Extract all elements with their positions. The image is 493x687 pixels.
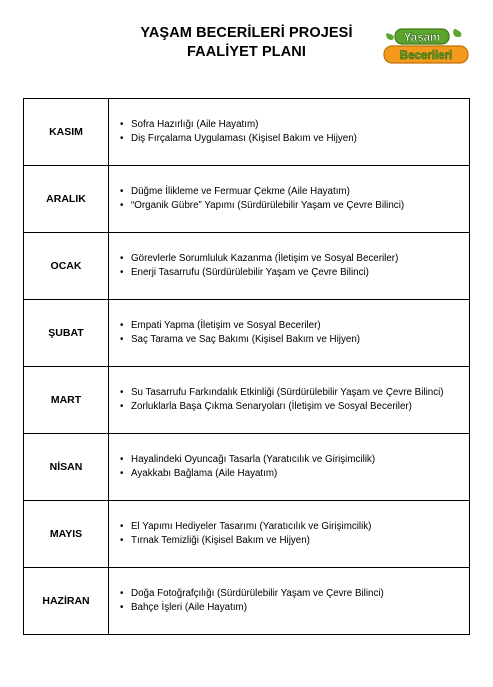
list-item xyxy=(119,520,469,535)
activity-list xyxy=(119,386,469,415)
project-logo xyxy=(383,26,469,66)
activity-text: Görevlerle Sorumluluk Kazanma (İletişim ve Sosyal Beceriler) xyxy=(131,252,399,264)
list-item xyxy=(119,400,469,415)
bullet-icon: • xyxy=(120,118,124,130)
bullet-icon: • xyxy=(120,185,124,197)
table-row xyxy=(24,300,470,367)
month-cell: MART xyxy=(24,367,109,434)
activity-text: El Yapımı Hediyeler Tasarımı (Yaratıcılık ve Girişimcilik) xyxy=(131,520,372,532)
activity-text: Tırnak Temizliği (Kişisel Bakım ve Hijyen) xyxy=(131,535,310,546)
activity-text: Diş Fırçalama Uygulaması (Kişisel Bakım ve Hijyen) xyxy=(131,133,357,144)
bullet-icon: • xyxy=(120,252,124,264)
list-item xyxy=(119,467,469,482)
activity-text: Bahçe İşleri (Aile Hayatım) xyxy=(131,602,247,613)
activities-cell xyxy=(109,233,470,300)
list-item xyxy=(119,252,469,267)
activity-list xyxy=(119,185,469,214)
activity-text: Doğa Fotoğrafçılığı (Sürdürülebilir Yaşam ve Çevre Bilinci) xyxy=(131,587,384,599)
month-cell: NİSAN xyxy=(24,434,109,501)
activity-text: Zorluklarla Başa Çıkma Senaryoları (İletişim ve Sosyal Beceriler) xyxy=(131,401,412,412)
activity-list xyxy=(119,453,469,482)
table-row xyxy=(24,233,470,300)
month-cell: ŞUBAT xyxy=(24,300,109,367)
month-cell: KASIM xyxy=(24,99,109,166)
activity-list xyxy=(119,520,469,549)
month-cell: OCAK xyxy=(24,233,109,300)
list-item xyxy=(119,118,469,133)
activity-list xyxy=(119,319,469,348)
list-item xyxy=(119,185,469,200)
list-item xyxy=(119,319,469,334)
month-cell: HAZİRAN xyxy=(24,568,109,635)
bullet-icon: • xyxy=(120,535,124,546)
activities-cell xyxy=(109,501,470,568)
month-cell: MAYIS xyxy=(24,501,109,568)
list-item xyxy=(119,132,469,147)
title-line-1: YAŞAM BECERİLERİ PROJESİ xyxy=(140,25,353,41)
bullet-icon: • xyxy=(120,602,124,613)
list-item xyxy=(119,534,469,549)
bullet-icon: • xyxy=(120,587,124,599)
title-line-2: FAALİYET PLANI xyxy=(186,44,306,60)
table-row xyxy=(24,166,470,233)
activity-text: Hayalindeki Oyuncağı Tasarla (Yaratıcılık ve Girişimcilik) xyxy=(131,453,376,465)
bullet-icon: • xyxy=(120,267,124,278)
table-row xyxy=(24,99,470,166)
activities-cell xyxy=(109,166,470,233)
table-row xyxy=(24,568,470,635)
activity-text: “Organik Gübre” Yapımı (Sürdürülebilir Yaşam ve Çevre Bilinci) xyxy=(131,200,405,211)
bullet-icon: • xyxy=(120,319,124,331)
bullet-icon: • xyxy=(120,386,124,398)
list-item xyxy=(119,601,469,616)
bullet-icon: • xyxy=(120,133,124,144)
logo-text-bottom: Becerileri xyxy=(399,50,453,62)
list-item xyxy=(119,386,469,401)
logo-leaf-right xyxy=(453,29,461,37)
list-item xyxy=(119,587,469,602)
bullet-icon: • xyxy=(120,200,124,211)
activities-cell xyxy=(109,300,470,367)
logo-text-top: Yaşam xyxy=(403,32,441,44)
list-item xyxy=(119,199,469,214)
activity-list xyxy=(119,587,469,616)
bullet-icon: • xyxy=(120,520,124,532)
activity-text: Saç Tarama ve Saç Bakımı (Kişisel Bakım ve Hijyen) xyxy=(131,334,361,345)
activities-cell xyxy=(109,568,470,635)
logo-leaf-left xyxy=(386,33,394,40)
activity-text: Su Tasarrufu Farkındalık Etkinliği (Sürdürülebilir Yaşam ve Çevre Bilinci) xyxy=(131,386,444,398)
activity-list xyxy=(119,118,469,147)
bullet-icon: • xyxy=(120,453,124,465)
activity-text: Empati Yapma (İletişim ve Sosyal Beceriler) xyxy=(131,319,321,331)
activities-cell xyxy=(109,99,470,166)
table-row xyxy=(24,501,470,568)
activity-text: Enerji Tasarrufu (Sürdürülebilir Yaşam ve Çevre Bilinci) xyxy=(131,267,369,278)
list-item xyxy=(119,453,469,468)
list-item xyxy=(119,266,469,281)
activity-plan-table xyxy=(23,98,470,635)
table-row xyxy=(24,367,470,434)
bullet-icon: • xyxy=(120,401,124,412)
activity-text: Sofra Hazırlığı (Aile Hayatım) xyxy=(131,118,259,130)
list-item xyxy=(119,333,469,348)
bullet-icon: • xyxy=(120,468,124,479)
activities-cell xyxy=(109,367,470,434)
activity-list xyxy=(119,252,469,281)
activity-text: Ayakkabı Bağlama (Aile Hayatım) xyxy=(131,468,278,479)
table-row xyxy=(24,434,470,501)
activities-cell xyxy=(109,434,470,501)
month-cell: ARALIK xyxy=(24,166,109,233)
bullet-icon: • xyxy=(120,334,124,345)
activity-text: Düğme İlikleme ve Fermuar Çekme (Aile Hayatım) xyxy=(131,185,350,197)
